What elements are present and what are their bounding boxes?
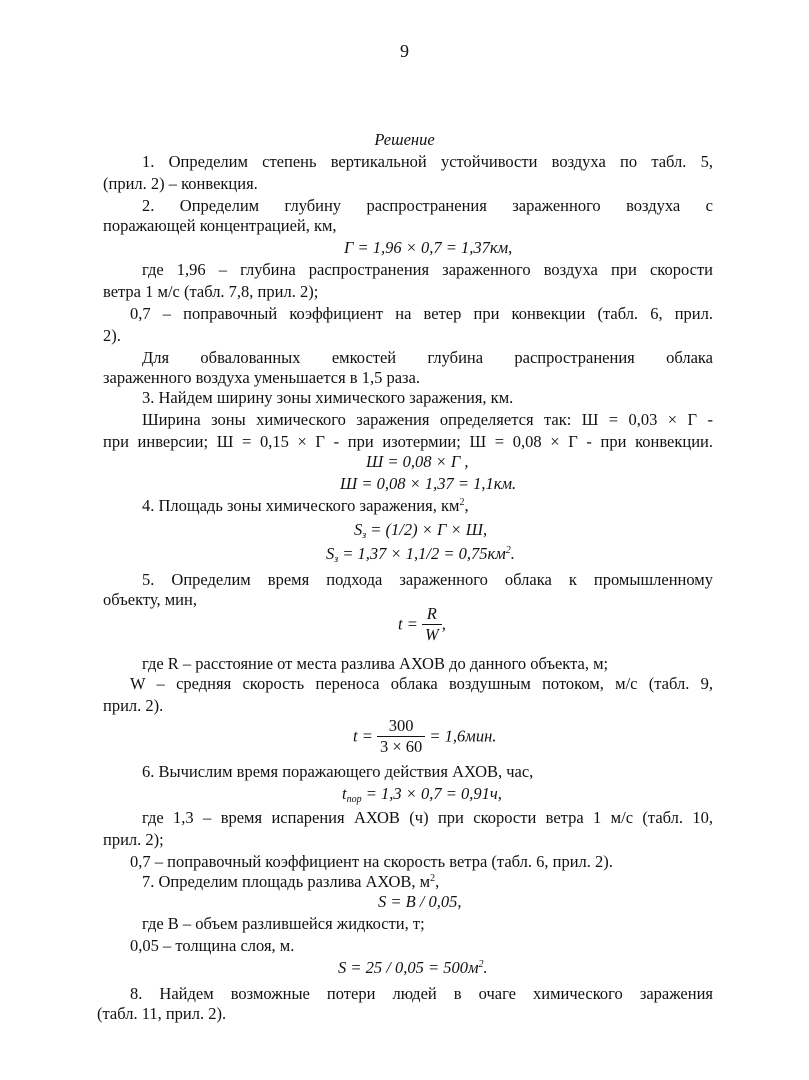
equation-time-value: t = $\frac{300}{3 \times 60}$ = 1,6мин. bbox=[353, 716, 497, 756]
equation-spill-formula: S = B / 0,05, bbox=[378, 892, 462, 911]
step-1-line-2: (прил. 2) – конвекция. bbox=[103, 174, 258, 193]
step-8-line-1: 8. Найдем возможные потери людей в очаге химического заражения bbox=[130, 984, 713, 1003]
step-4: 4. Площадь зоны химического заражения, $км^2$, bbox=[142, 496, 469, 515]
where-B: где B – объем разлившейся жидкости, т; bbox=[142, 914, 425, 933]
step-2-line-2: поражающей концентрацией, км, bbox=[103, 216, 337, 235]
step-3: 3. Найдем ширину зоны химического заражения, км. bbox=[142, 388, 514, 407]
where-2-line-1: 0,7 – поправочный коэффициент на ветер при конвекции (табл. 6, прил. bbox=[130, 304, 713, 323]
where-evap-line-1: где 1,3 – время испарения АХОВ (ч) при скорости ветра 1 м/с (табл. 10, bbox=[142, 808, 713, 827]
where-evap-line-2: прил. 2); bbox=[103, 830, 164, 849]
equation-spill-value: $S = 25 / 0,05 = 500м^2$. bbox=[338, 958, 488, 977]
step-1-line-1: 1. Определим степень вертикальной устойчивости воздуха по табл. 5, bbox=[142, 152, 713, 171]
where-layer: 0,05 – толщина слоя, м. bbox=[130, 936, 295, 955]
where-1-line-2: ветра 1 м/с (табл. 7,8, прил. 2); bbox=[103, 282, 319, 301]
where-W-line-1: W – средняя скорость переноса облака воздушным потоком, м/с (табл. 9, bbox=[130, 674, 713, 693]
where-coef: 0,7 – поправочный коэффициент на скорость ветра (табл. 6, прил. 2). bbox=[130, 852, 613, 871]
page-number: 9 bbox=[400, 41, 409, 61]
step-5-line-2: объекту, мин, bbox=[103, 590, 197, 609]
step-8-line-2: (табл. 11, прил. 2). bbox=[97, 1004, 227, 1023]
equation-time-formula: t = $\frac{R}{W}$ , bbox=[398, 604, 446, 644]
note-line-1: Для обвалованных емкостей глубина распространения облака bbox=[142, 348, 713, 367]
step-2-line-1: 2. Определим глубину распространения зараженного воздуха с bbox=[142, 196, 713, 215]
equation-width-formula: Ш = 0,08 × Г , bbox=[366, 452, 469, 471]
equation-area-formula: $S_з = (1/2) \times Г \times Ш$, bbox=[354, 520, 488, 541]
step-7: 7. Определим площадь разлива АХОВ, $м^2$, bbox=[142, 872, 440, 891]
step-5-line-1: 5. Определим время подхода зараженного облака к промышленному bbox=[142, 570, 713, 589]
step-6: 6. Вычислим время поражающего действия АХОВ, час, bbox=[142, 762, 534, 781]
note-line-2: зараженного воздуха уменьшается в 1,5 раза. bbox=[103, 368, 420, 387]
equation-width-value: Ш = 0,08 × 1,37 = 1,1км. bbox=[340, 474, 517, 493]
solution-heading: Решение bbox=[374, 130, 435, 149]
where-W-line-2: прил. 2). bbox=[103, 696, 164, 715]
where-R: где R – расстояние от места разлива АХОВ до данного объекта, м; bbox=[142, 654, 609, 673]
equation-depth: Г = 1,96 × 0,7 = 1,37км, bbox=[344, 238, 513, 257]
width-rule-line-2: при инверсии; Ш = 0,15 × Г - при изотермии; Ш = 0,08 × Г - при конвекции. bbox=[103, 432, 713, 451]
equation-action-time: $t_{пор} = 1,3 \times 0,7 = 0,91ч$, bbox=[342, 784, 502, 805]
where-1-line-1: где 1,96 – глубина распространения зараженного воздуха при скорости bbox=[142, 260, 713, 279]
where-2-line-2: 2). bbox=[103, 326, 121, 345]
width-rule-line-1: Ширина зоны химического заражения определяется так: Ш = 0,03 × Г - bbox=[142, 410, 713, 429]
equation-area-value: $S_з = 1,37 \times 1,1/2 = 0,75км^2$. bbox=[326, 544, 515, 565]
